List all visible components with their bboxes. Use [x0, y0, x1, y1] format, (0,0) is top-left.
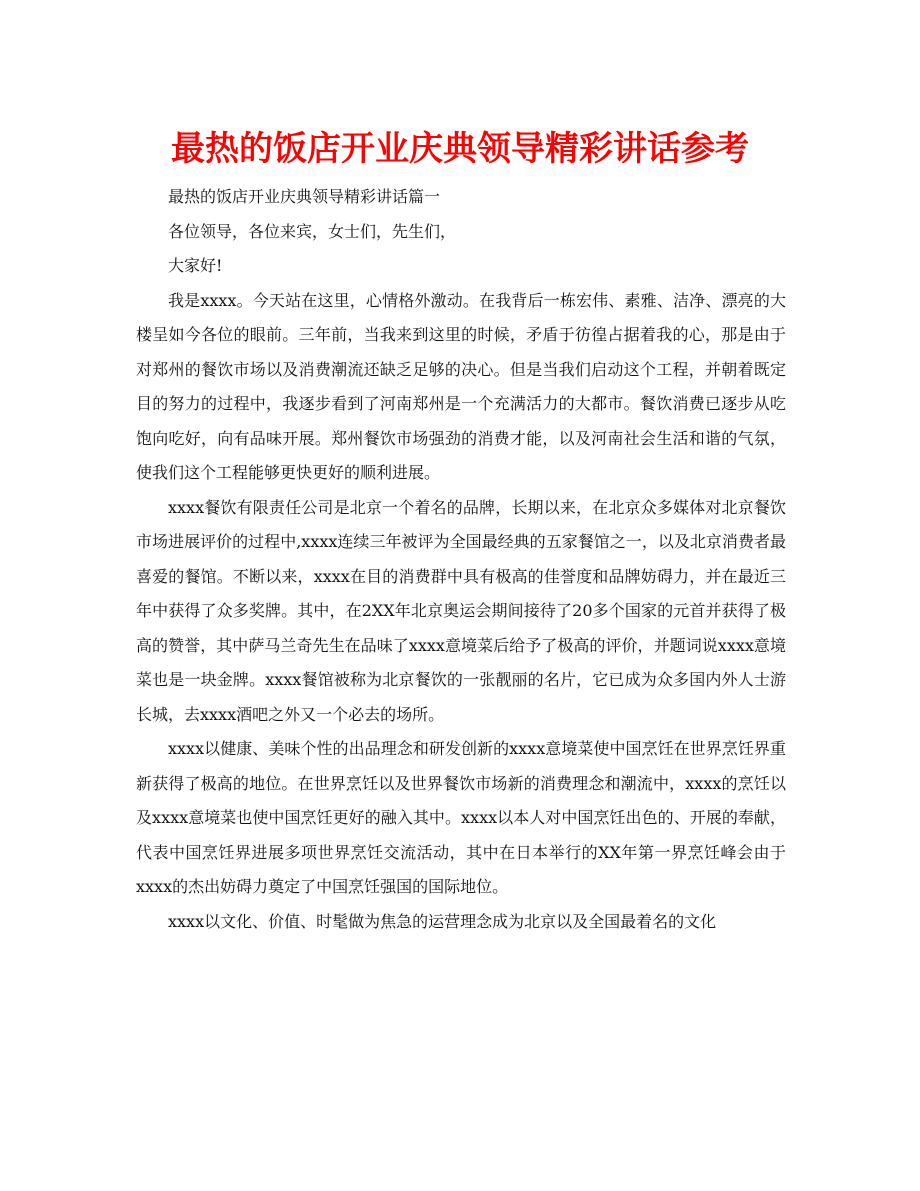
greeting-paragraph: 大家好! — [168, 256, 223, 275]
document-title: 最热的饭店开业庆典领导精彩讲话参考 — [171, 129, 749, 169]
body-paragraph: xxxx餐饮有限责任公司是北京一个着名的品牌，长期以来，在北京众多媒体对北京餐饮市场进展评价的过程中,xxxx连续三年被评为全国最经典的五家餐馆之一，以及北京消费者最喜爱的餐馆。不断以来，xxxx在目的消费群中具有极高的佳誉度和品牌妨碍力，并在最近三年中获得了众多奖牌。其中，在2XX年北京奥运会期间接待了20多个国家的元首并获得了极高的赞誉，其中萨马兰奇先生在品味了xxxx意境菜后给予了极高的评价，并题词说xxxx意境菜也是一块金牌。xxxx餐馆被称为北京餐饮的一张靓丽的名片，它已成为众多国内外人士游长城，去xxxx酒吧之外又一个必去的场所。 — [136, 497, 786, 724]
body-paragraph: xxxx以文化、价值、时髦做为焦急的运营理念成为北京以及全国最着名的文化 — [168, 911, 717, 931]
salutation-paragraph: 各位领导，各位来宾，女士们，先生们， — [168, 221, 457, 241]
subtitle-paragraph: 最热的饭店开业庆典领导精彩讲话篇一 — [168, 187, 441, 206]
body-paragraph: xxxx以健康、美味个性的出品理念和研发创新的xxxx意境菜使中国烹饪在世界烹饪界重新获得了极高的地位。在世界烹饪以及世界餐饮市场新的消费理念和潮流中，xxxx的烹饪以及xxxx意境菜也使中国烹饪更好的融入其中。xxxx以本人对中国烹饪出色的、开展的奉献，代表中国烹饪界进展多项世界烹饪交流活动，其中在日本举行的XX年第一界烹饪峰会由于xxxx的杰出妨碍力奠定了中国烹饪强国的国际地位。 — [136, 739, 786, 896]
body-paragraph: 我是xxxx。今天站在这里，心情格外激动。在我背后一栋宏伟、素雅、洁净、漂亮的大楼呈如今各位的眼前。三年前，当我来到这里的时候，矛盾于彷徨占据着我的心，那是由于对郑州的餐饮市场以及消费潮流还缺乏足够的决心。但是当我们启动这个工程，并朝着既定目的努力的过程中，我逐步看到了河南郑州是一个充满活力的大都市。餐饮消费已逐步从吃饱向吃好，向有品味开展。郑州餐饮市场强劲的消费才能，以及河南社会生活和谐的气氛，使我们这个工程能够更快更好的顺利进展。 — [136, 290, 786, 482]
document-body — [136, 180, 786, 939]
